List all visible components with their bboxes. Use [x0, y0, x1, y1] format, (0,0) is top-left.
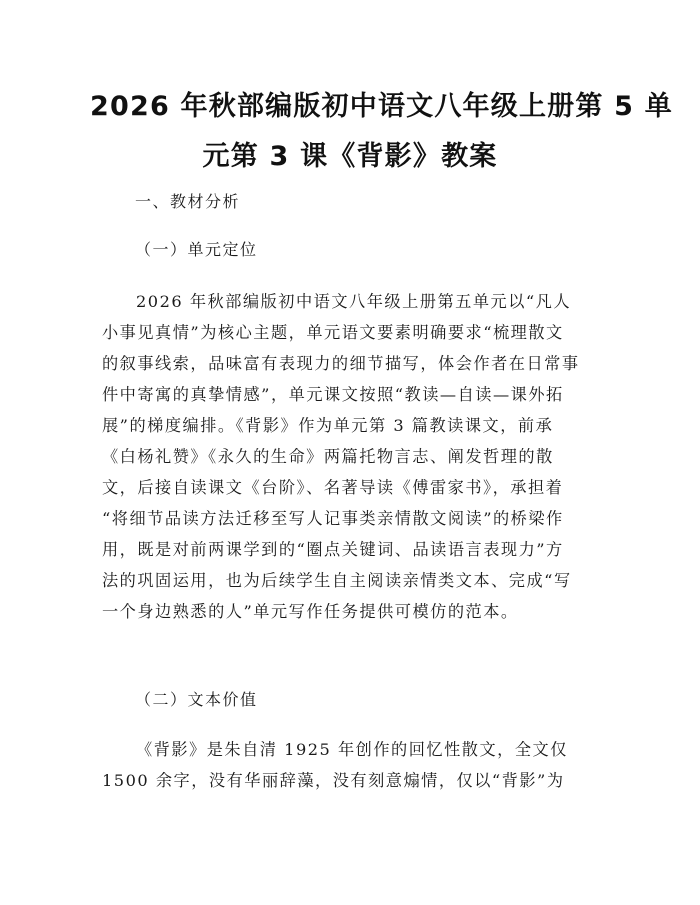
paragraph-line: 展”的梯度编排。《背影》作为单元第 3 篇教读课文，前承 — [102, 416, 554, 435]
paragraph-line: 一个身边熟悉的人”单元写作任务提供可模仿的范本。 — [102, 602, 519, 621]
paragraph-line: “将细节品读方法迁移至写人记事类亲情散文阅读”的桥梁作 — [102, 509, 564, 528]
paragraph-text-value — [102, 734, 598, 796]
title-line: 元第 3 课《背影》教案 — [202, 141, 498, 172]
title-line: 2026 年秋部编版初中语文八年级上册第 5 单 — [90, 91, 673, 122]
paragraph-line: 的叙事线索，品味富有表现力的细节描写，体会作者在日常事 — [102, 354, 580, 373]
document-title — [90, 82, 673, 182]
paragraph-unit-position — [102, 286, 598, 627]
section-heading-analysis: 一、教材分析 — [135, 192, 241, 211]
subsection-heading-unit-position: （一）单元定位 — [135, 240, 258, 259]
paragraph-line: 2026 年秋部编版初中语文八年级上册第五单元以“凡人 — [136, 292, 572, 311]
subsection-heading-text-value: （二）文本价值 — [135, 690, 258, 709]
paragraph-line: 1500 余字，没有华丽辞藻，没有刻意煽情，仅以“背影”为 — [102, 771, 565, 790]
paragraph-line: 法的巩固运用，也为后续学生自主阅读亲情类文本、完成“写 — [102, 571, 572, 590]
paragraph-line: 文，后接自读课文《台阶》、名著导读《傅雷家书》，承担着 — [102, 478, 564, 497]
paragraph-line: 件中寄寓的真挚情感”，单元课文按照“教读—自读—课外拓 — [102, 385, 564, 404]
paragraph-line: 《白杨礼赞》《永久的生命》两篇托物言志、阐发哲理的散 — [102, 447, 554, 466]
paragraph-line: 小事见真情”为核心主题，单元语文要素明确要求“梳理散文 — [102, 323, 564, 342]
paragraph-line: 用，既是对前两课学到的“圈点关键词、品读语言表现力”方 — [102, 540, 564, 559]
paragraph-line: 《背影》是朱自清 1925 年创作的回忆性散文，全文仅 — [136, 740, 568, 759]
